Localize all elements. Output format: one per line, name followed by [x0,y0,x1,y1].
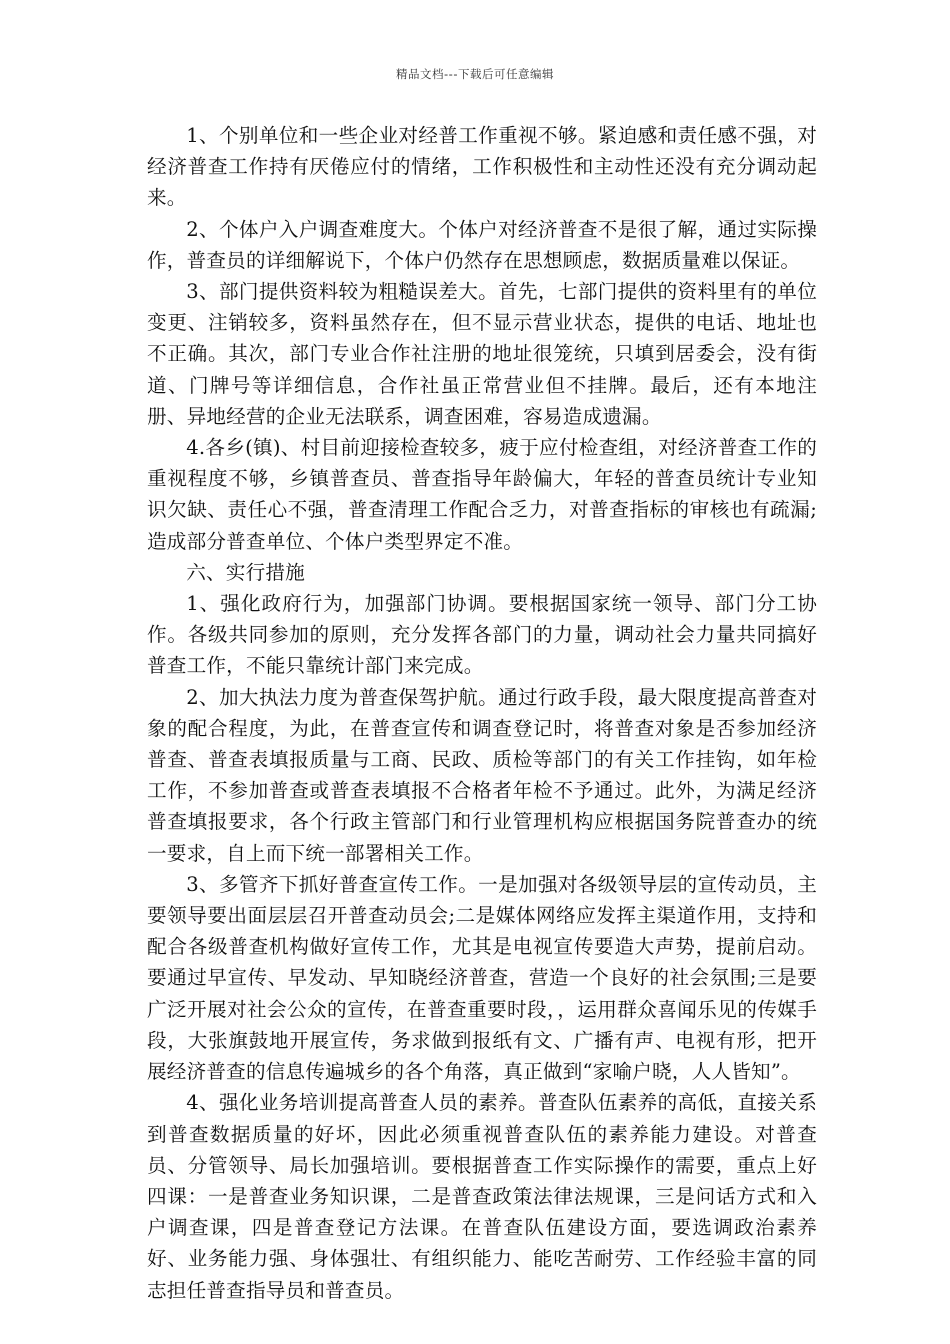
paragraph-problem-3: 3、部门提供资料较为粗糙误差大。首先，七部门提供的资料里有的单位变更、注销较多，资料虽然存在，但不显示营业状态，提供的电话、地址也不正确。其次，部门专业合作社注册的地址很笼统，只填到居委会，没有街道、门牌号等详细信息，合作社虽正常营业但不挂牌。最后，还有本地注册、异地经营的企业无法联系，调查困难，容易造成遗漏。 [147,280,817,428]
paragraph-problem-1: 1、个别单位和一些企业对经普工作重视不够。紧迫感和责任感不强，对经济普查工作持有厌倦应付的情绪，工作积极性和主动性还没有充分调动起来。 [147,124,817,210]
paragraph-measure-2: 2、加大执法力度为普查保驾护航。通过行政手段，最大限度提高普查对象的配合程度，为此，在普查宣传和调查登记时，将普查对象是否参加经济普查、普查表填报质量与工商、民政、质检等部门的有关工作挂钩，如年检工作，不参加普查或普查表填报不合格者年检不予通过。此外，为满足经济普查填报要求，各个行政主管部门和行业管理机构应根据国务院普查办的统一要求，自上而下统一部署相关工作。 [147,685,817,865]
page-header: 精品文档---下载后可任意编辑 [396,67,554,81]
paragraph-problem-2: 2、个体户入户调查难度大。个体户对经济普查不是很了解，通过实际操作，普查员的详细解说下，个体户仍然存在思想顾虑，数据质量难以保证。 [147,217,817,272]
paragraph-measure-4: 4、强化业务培训提高普查人员的素养。普查队伍素养的高低，直接关系到普查数据质量的好坏，因此必须重视普查队伍的素养能力建设。对普查员、分管领导、局长加强培训。要根据普查工作实际操作的需要，重点上好四课：一是普查业务知识课，二是普查政策法律法规课，三是问话方式和入户调查课，四是普查登记方法课。在普查队伍建设方面，要选调政治素养好、业务能力强、身体强壮、有组织能力、能吃苦耐劳、工作经验丰富的同志担任普查指导员和普查员。 [147,1091,817,1302]
section-heading-measures: 六、实行措施 [186,560,305,584]
document-body [147,120,817,1306]
paragraph-problem-4: 4.各乡(镇)、村目前迎接检查较多，疲于应付检查组，对经济普查工作的重视程度不够，乡镇普查员、普查指导年龄偏大，年轻的普查员统计专业知识欠缺、责任心不强，普查清理工作配合乏力，对普查指标的审核也有疏漏;造成部分普查单位、个体户类型界定不准。 [147,436,817,553]
paragraph-measure-3: 3、多管齐下抓好普查宣传工作。一是加强对各级领导层的宣传动员，主要领导要出面层层召开普查动员会;二是媒体网络应发挥主渠道作用，支持和配合各级普查机构做好宣传工作，尤其是电视宣传要造大声势，提前启动。要通过早宣传、早发动、早知晓经济普查，营造一个良好的社会氛围;三是要广泛开展对社会公众的宣传，在普查重要时段，，运用群众喜闻乐见的传媒手段，大张旗鼓地开展宣传，务求做到报纸有文、广播有声、电视有形，把开展经济普查的信息传遍城乡的各个角落，真正做到“家喻户晓，人人皆知”。 [147,872,817,1084]
paragraph-measure-1: 1、强化政府行为，加强部门协调。要根据国家统一领导、部门分工协作。各级共同参加的原则，充分发挥各部门的力量，调动社会力量共同搞好普查工作，不能只靠统计部门来完成。 [147,592,817,678]
